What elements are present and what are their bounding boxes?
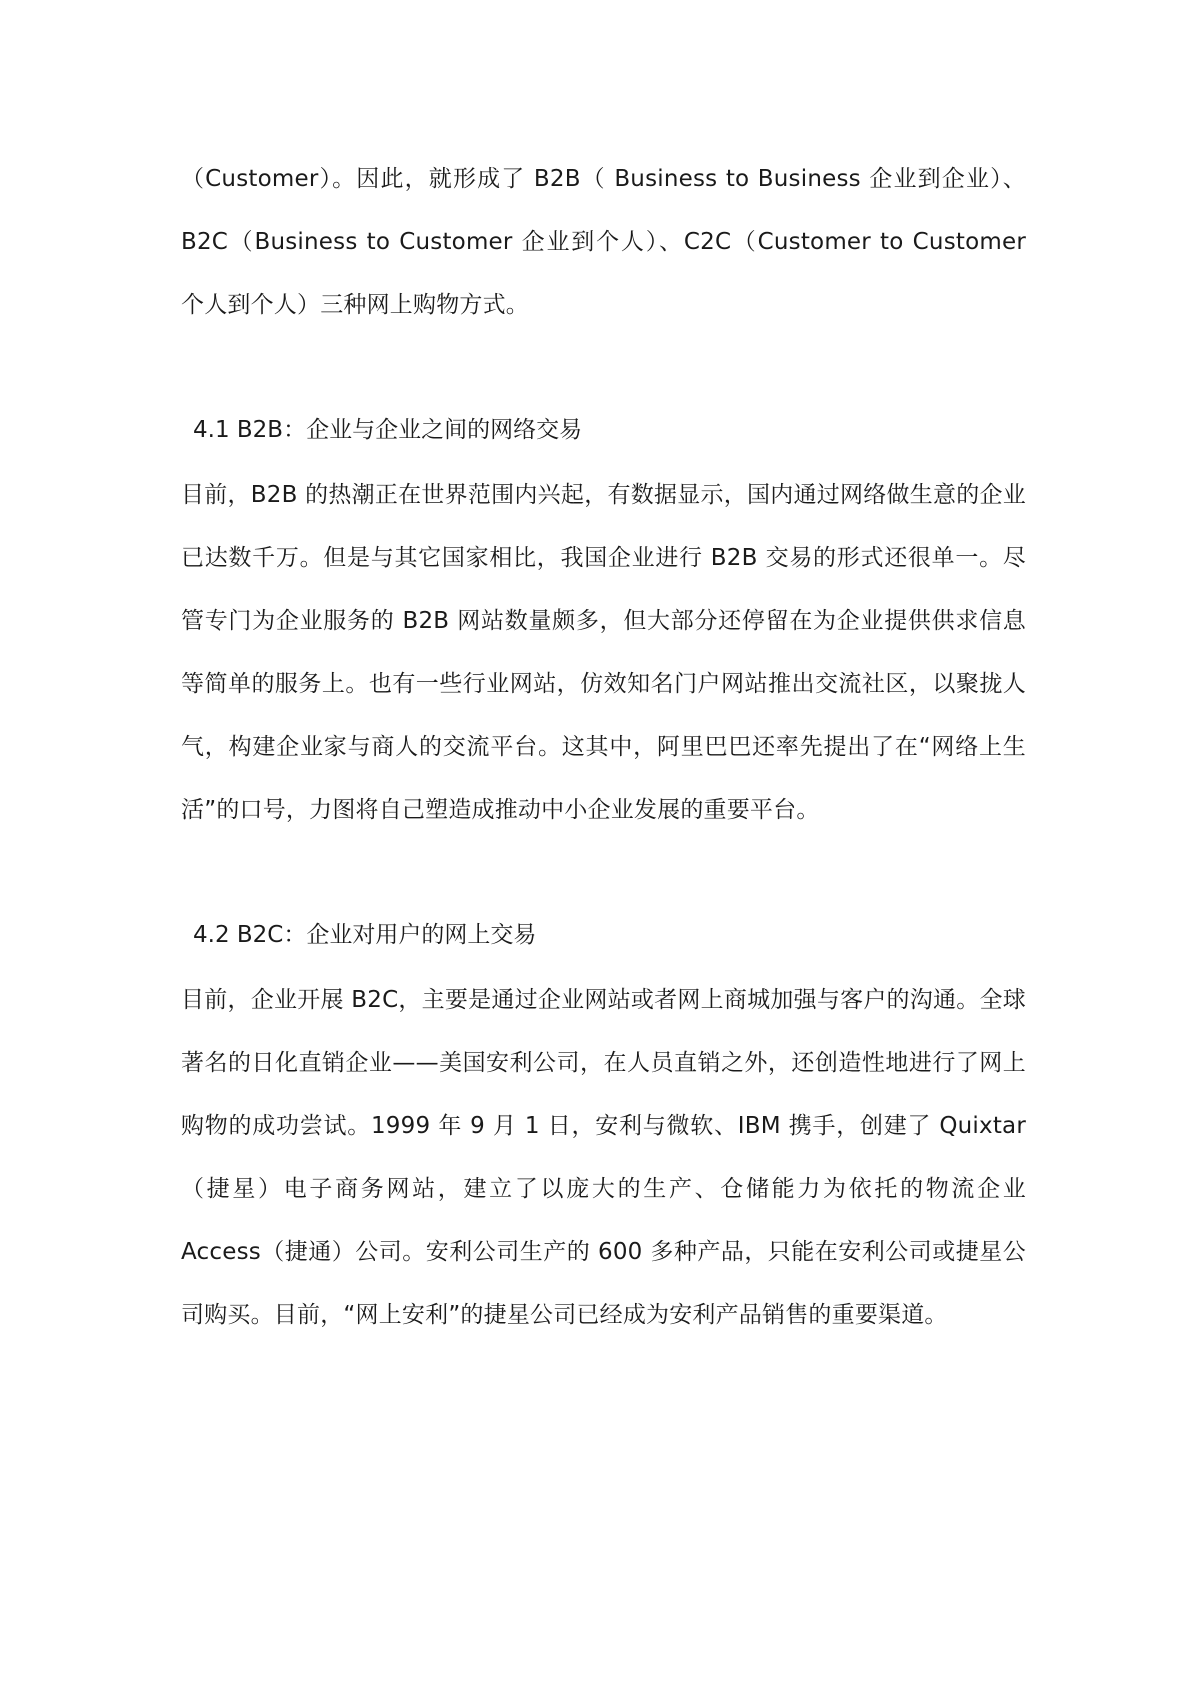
section-heading-b2b: 4.1 B2B：企业与企业之间的网络交易: [193, 417, 583, 443]
section-heading-b2c: 4.2 B2C：企业对用户的网上交易: [193, 922, 537, 948]
section-paragraph-b2c: 目前，企业开展 B2C，主要是通过企业网站或者网上商城加强与客户的沟通。全球著名的日化直销企业——美国安利公司，在人员直销之外，还创造性地进行了网上购物的成功尝试。1999 年 9 月 1 日，安利与微软、IBM 携手，创建了 Quixtar（捷星）电子商务网站，建立了以庞大的生产、仓储能力为依托的物流企业 Access（捷通）公司。安利公司生产的 600 多种产品，只能在安利公司或捷星公司购买。目前，“网上安利”的捷星公司已经成为安利产品销售的重要渠道。: [181, 987, 1026, 1328]
intro-paragraph: （Customer）。因此，就形成了 B2B（ Business to Business 企业到企业）、B2C（Business to Customer 企业到个人）、C2C（Customer to Customer 个人到个人）三种网上购物方式。: [181, 166, 1026, 318]
section-paragraph-b2b: 目前，B2B 的热潮正在世界范围内兴起，有数据显示，国内通过网络做生意的企业已达数千万。但是与其它国家相比，我国企业进行 B2B 交易的形式还很单一。尽管专门为企业服务的 B2B 网站数量颇多，但大部分还停留在为企业提供供求信息等简单的服务上。也有一些行业网站，仿效知名门户网站推出交流社区，以聚拢人气，构建企业家与商人的交流平台。这其中，阿里巴巴还率先提出了在“网络上生活”的口号，力图将自己塑造成推动中小企业发展的重要平台。: [181, 482, 1026, 823]
